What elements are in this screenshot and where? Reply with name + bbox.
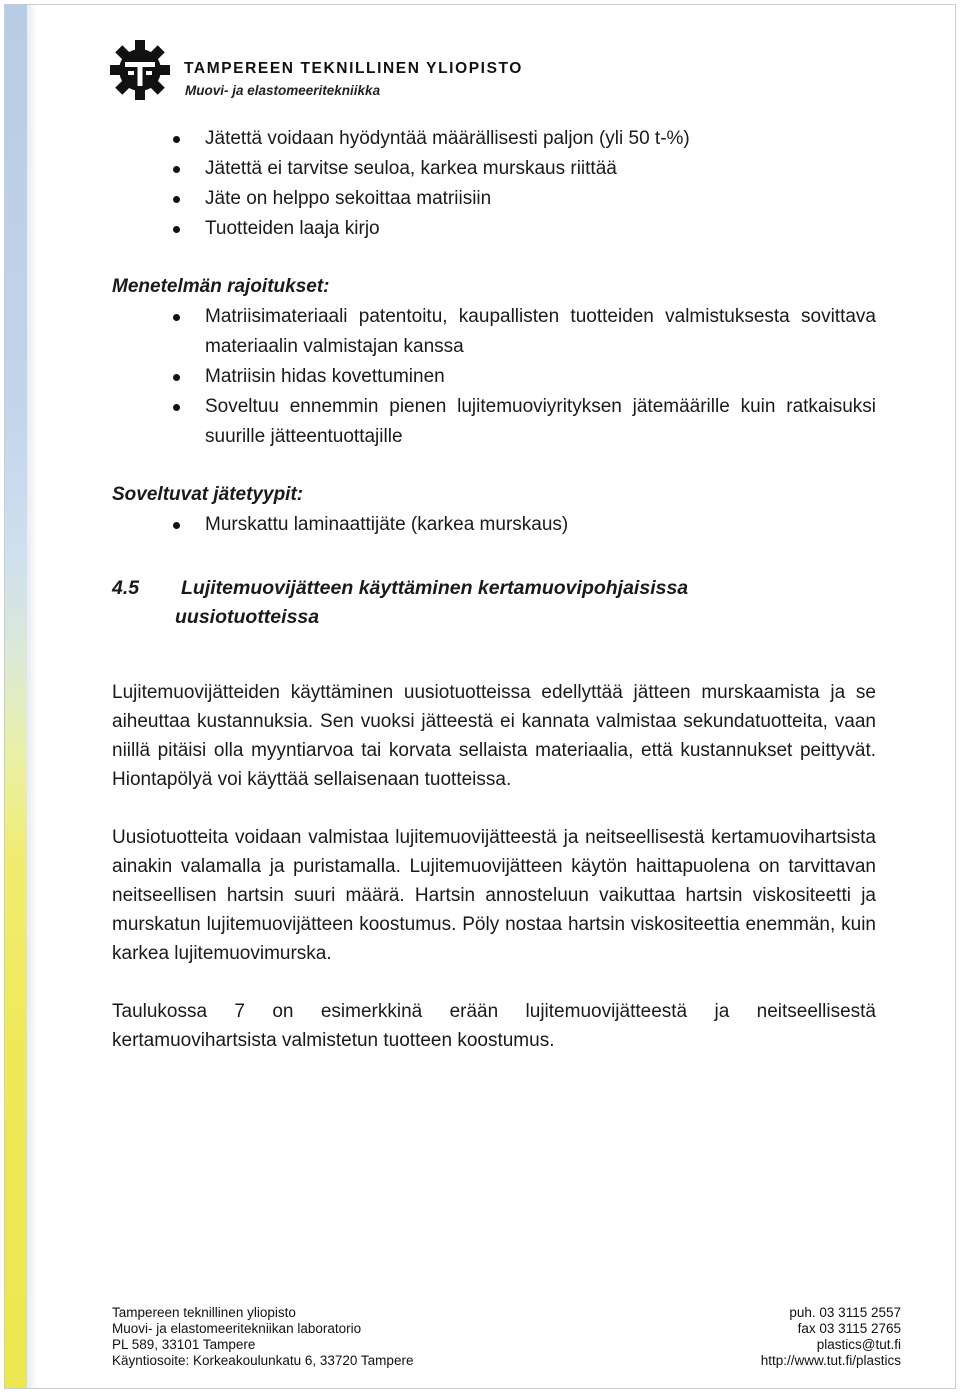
list-item [205, 302, 876, 362]
paragraph: Lujitemuovijätteiden käyttäminen uusiotuotteissa edellyttää jätteen murskaamista ja se aiheuttaa kustannuksia. Sen vuoksi jätteestä ei kannata valmistaa sekundatuotteita, vaan niillä pitäisi olla myyntiarvoa tai korvata sellaista materiaalia, että kustannukset peittyvät. Hiontapölyä voi käyttää sellaisenaan tuotteissa. [112, 682, 876, 790]
section-heading [112, 574, 876, 632]
footer-phone: puh. 03 3115 2557 [789, 1305, 901, 1320]
footer-contact [761, 1305, 901, 1369]
list-item [205, 214, 876, 244]
decorative-side-stripe [5, 5, 27, 1388]
footer-email-link[interactable]: plastics@tut.fi [816, 1337, 901, 1352]
list-item-text: Tuotteiden laaja kirjo [205, 218, 380, 239]
list-item-text: Murskattu laminaattijäte (karkea murskaus) [205, 514, 569, 535]
list-item-text: Jätettä ei tarvitse seuloa, karkea murskaus riittää [205, 158, 617, 179]
side-stripe-shadow [27, 5, 37, 1388]
organization-name: TAMPEREEN TEKNILLINEN YLIOPISTO [184, 60, 523, 77]
footer-address [112, 1305, 413, 1369]
bullet-icon [173, 166, 180, 173]
list-item-text: Jätettä voidaan hyödyntää määrällisesti paljon (yli 50 t-%) [205, 128, 690, 149]
bullet-icon [173, 404, 180, 411]
footer-line: PL 589, 33101 Tampere [112, 1337, 256, 1352]
university-gear-logo-icon [108, 38, 172, 102]
waste-types-heading: Soveltuvat jätetyypit: [112, 484, 304, 505]
limitations-list [112, 302, 876, 452]
section-number: 4.5 [112, 577, 140, 599]
list-item [205, 184, 876, 214]
bullet-icon [173, 314, 180, 321]
limitations-heading: Menetelmän rajoitukset: [112, 276, 330, 297]
section-title-line1: Lujitemuovijätteen käyttäminen kertamuovipohjaisissa [181, 577, 689, 599]
department-name: Muovi- ja elastomeeritekniikka [185, 83, 381, 98]
waste-types-list [112, 510, 876, 540]
bullet-icon [173, 136, 180, 143]
list-item [205, 124, 876, 154]
benefits-list [112, 124, 876, 244]
bullet-icon [173, 226, 180, 233]
list-item-text: Matriisimateriaali patentoitu, kaupallisten tuotteiden valmistuksesta sovittava materiaalin valmistajan kanssa [205, 306, 876, 357]
footer-website-link[interactable]: http://www.tut.fi/plastics [760, 1353, 901, 1368]
document-body [112, 124, 876, 1055]
paragraph: Uusiotuotteita voidaan valmistaa lujitemuovijätteestä ja neitseellisestä kertamuovihartsista ainakin valamalla ja puristamalla. Lujitemuovijätteen käytön haittapuolena on tarvittavan neitseellisen hartsin suuri määrä. Hartsin annosteluun vaikuttaa hartsin viskositeetti ja murskatun lujitemuovijätteen koostumus. Pöly nostaa hartsin viskositeettia enemmän, kuin karkea lujitemuovimurska. [112, 827, 876, 964]
list-item-text: Jäte on helppo sekoittaa matriisiin [205, 188, 492, 209]
footer-line: Käyntiosoite: Korkeakoulunkatu 6, 33720 Tampere [112, 1353, 414, 1368]
section-title-line2: uusiotuotteissa [175, 606, 320, 628]
letterhead [108, 38, 528, 104]
list-item [205, 154, 876, 184]
list-item [205, 362, 876, 392]
footer-line: Tampereen teknillinen yliopisto [112, 1305, 296, 1320]
list-item-text: Matriisin hidas kovettuminen [205, 366, 445, 387]
paragraph: Taulukossa 7 on esimerkkinä erään lujitemuovijätteestä ja neitseellisestä kertamuovihartsista valmistetun tuotteen koostumus. [112, 1001, 876, 1051]
bullet-icon [173, 374, 180, 381]
list-item [205, 510, 876, 540]
bullet-icon [173, 522, 180, 529]
list-item-text: Soveltuu ennemmin pienen lujitemuoviyrityksen jätemäärille kuin ratkaisuksi suurille jätteentuottajille [205, 396, 876, 447]
bullet-icon [173, 196, 180, 203]
footer-fax: fax 03 3115 2765 [797, 1321, 901, 1336]
list-item [205, 392, 876, 452]
footer-line: Muovi- ja elastomeeritekniikan laboratorio [112, 1321, 362, 1336]
